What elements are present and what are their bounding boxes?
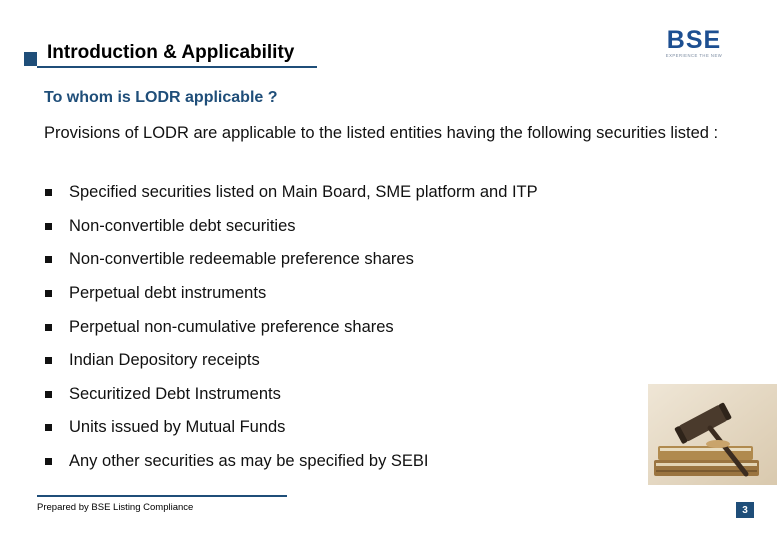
title-bullet-icon	[24, 52, 37, 66]
list-item	[44, 445, 538, 479]
bse-logo-text: BSE	[666, 26, 722, 54]
footer-text: Prepared by BSE Listing Compliance	[37, 502, 194, 513]
intro-paragraph: Provisions of LODR are applicable to the listed entities having the following securities listed :	[44, 124, 719, 142]
list-item	[44, 176, 538, 210]
list-item-label: Units issued by Mutual Funds	[69, 418, 286, 437]
page-title: Introduction & Applicability	[47, 42, 295, 63]
square-bullet-icon	[45, 391, 52, 398]
list-item	[44, 310, 538, 344]
list-item	[44, 378, 538, 412]
square-bullet-icon	[45, 256, 52, 263]
list-item-label: Perpetual debt instruments	[69, 284, 267, 303]
list-item-label: Securitized Debt Instruments	[69, 384, 281, 403]
list-item	[44, 277, 538, 311]
square-bullet-icon	[45, 324, 52, 331]
square-bullet-icon	[45, 357, 52, 364]
square-bullet-icon	[45, 424, 52, 431]
securities-list	[44, 176, 538, 478]
list-item	[44, 344, 538, 378]
square-bullet-icon	[45, 223, 52, 230]
square-bullet-icon	[45, 189, 52, 196]
bse-logo	[659, 24, 729, 64]
list-item-label: Specified securities listed on Main Board, SME platform and ITP	[69, 183, 538, 202]
page-number: 3	[736, 502, 754, 518]
list-item	[44, 210, 538, 244]
square-bullet-icon	[45, 290, 52, 297]
list-item-label: Non-convertible redeemable preference shares	[69, 250, 414, 269]
list-item-label: Any other securities as may be specified by SEBI	[69, 452, 429, 471]
list-item	[44, 243, 538, 277]
gavel-on-books-icon	[648, 384, 777, 485]
square-bullet-icon	[45, 458, 52, 465]
list-item	[44, 411, 538, 445]
list-item-label: Perpetual non-cumulative preference shares	[69, 317, 394, 336]
section-subtitle: To whom is LODR applicable ?	[44, 89, 278, 106]
list-item-label: Non-convertible debt securities	[69, 216, 296, 235]
bse-logo-tagline: EXPERIENCE THE NEW	[665, 53, 723, 58]
footer-rule	[37, 495, 287, 497]
title-underline	[37, 66, 317, 68]
list-item-label: Indian Depository receipts	[69, 351, 260, 370]
